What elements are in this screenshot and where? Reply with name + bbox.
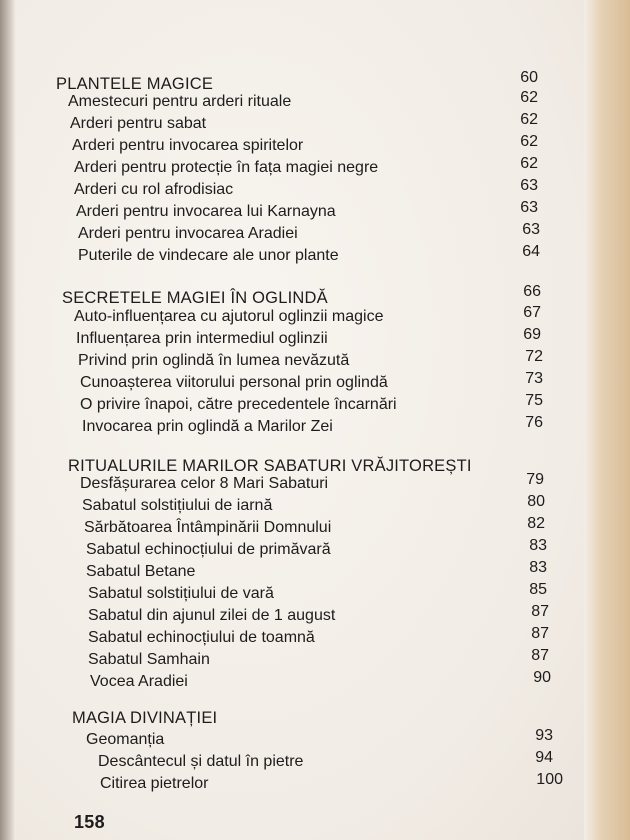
toc-entry-page-number: 87 xyxy=(531,625,549,642)
section-page-number: 60 xyxy=(520,69,538,86)
toc-entry-page-number: 63 xyxy=(520,199,538,216)
section-heading: PLANTELE MAGICE xyxy=(56,75,214,93)
toc-entry-page-number: 85 xyxy=(529,581,547,598)
toc-entry: Sărbătoarea Întâmpinării Domnului xyxy=(84,519,332,536)
toc-entry-page-number: 62 xyxy=(520,89,538,106)
toc-entry: Desfășurarea celor 8 Mari Sabaturi xyxy=(80,475,329,492)
toc-entry-page-number: 82 xyxy=(527,515,545,532)
toc-entry-page-number: 63 xyxy=(520,177,538,194)
toc-entry-page-number: 64 xyxy=(522,243,540,260)
toc-entry-page-number: 90 xyxy=(533,669,551,686)
toc-entry: Amestecuri pentru arderi rituale xyxy=(68,93,292,110)
toc-entry: Vocea Aradiei xyxy=(90,673,188,690)
toc-entry: Citirea pietrelor xyxy=(100,775,209,792)
toc-entry-page-number: 72 xyxy=(525,348,543,365)
toc-entry: Arderi pentru invocarea lui Karnayna xyxy=(76,203,336,220)
toc-entry: Cunoașterea viitorului personal prin oglindă xyxy=(80,374,388,391)
section-page-number: 66 xyxy=(523,283,541,300)
toc-entry: Sabatul solstițiului de vară xyxy=(88,585,274,602)
toc-entry: Geomanția xyxy=(86,731,165,748)
toc-entry-page-number: 93 xyxy=(535,727,553,744)
toc-entry: Sabatul din ajunul zilei de 1 august xyxy=(88,607,336,624)
page-edge-shadow xyxy=(584,0,630,840)
toc-entry: Arderi pentru protecție în fața magiei negre xyxy=(74,159,379,176)
toc-entry-page-number: 83 xyxy=(529,559,547,576)
book-gutter-shadow xyxy=(0,0,16,840)
toc-entry: Sabatul Samhain xyxy=(88,651,210,668)
section-heading: RITUALURILE MARILOR SABATURI VRĂJITOREȘTI xyxy=(68,457,472,475)
toc-entry-page-number: 69 xyxy=(523,326,541,343)
toc-entry-page-number: 67 xyxy=(523,304,541,321)
toc-entry: Arderi pentru invocarea spiritelor xyxy=(72,137,304,154)
toc-entry: Privind prin oglindă în lumea nevăzută xyxy=(78,352,350,369)
toc-entry: Auto-influențarea cu ajutorul oglinzii magice xyxy=(74,308,384,325)
toc-entry-page-number: 62 xyxy=(520,111,538,128)
section-heading: SECRETELE MAGIEI ÎN OGLINDĂ xyxy=(62,289,328,307)
toc-entry-page-number: 100 xyxy=(536,771,563,788)
toc-entry-page-number: 75 xyxy=(525,392,543,409)
toc-entry-page-number: 62 xyxy=(520,133,538,150)
toc-entry: Invocarea prin oglindă a Marilor Zei xyxy=(82,418,333,435)
toc-entry: Arderi pentru invocarea Aradiei xyxy=(78,225,298,242)
toc-entry-page-number: 63 xyxy=(522,221,540,238)
toc-entry-page-number: 62 xyxy=(520,155,538,172)
toc-entry: Sabatul echinocțiului de toamnă xyxy=(88,629,315,646)
toc-entry-page-number: 83 xyxy=(529,537,547,554)
toc-entry: Influențarea prin intermediul oglinzii xyxy=(76,330,328,347)
toc-entry: Puterile de vindecare ale unor plante xyxy=(78,247,339,264)
toc-entry-page-number: 87 xyxy=(531,603,549,620)
toc-entry-page-number: 76 xyxy=(525,414,543,431)
toc-entry: O privire înapoi, către precedentele încarnări xyxy=(80,396,397,413)
toc-entry: Sabatul echinocțiului de primăvară xyxy=(86,541,331,558)
toc-entry-page-number: 94 xyxy=(535,749,553,766)
toc-entry-page-number: 79 xyxy=(526,471,544,488)
toc-entry: Sabatul Betane xyxy=(86,563,196,580)
book-page xyxy=(16,0,584,840)
toc-entry: Sabatul solstițiului de iarnă xyxy=(82,497,273,514)
section-heading: MAGIA DIVINAȚIEI xyxy=(72,709,218,727)
toc-entry: Arderi pentru sabat xyxy=(70,115,207,132)
table-of-contents xyxy=(16,0,584,840)
toc-entry: Arderi cu rol afrodisiac xyxy=(74,181,234,198)
toc-entry-page-number: 73 xyxy=(525,370,543,387)
toc-entry: Descântecul și datul în pietre xyxy=(98,753,304,770)
toc-entry-page-number: 87 xyxy=(531,647,549,664)
page-number: 158 xyxy=(74,812,105,832)
toc-entry-page-number: 80 xyxy=(527,493,545,510)
